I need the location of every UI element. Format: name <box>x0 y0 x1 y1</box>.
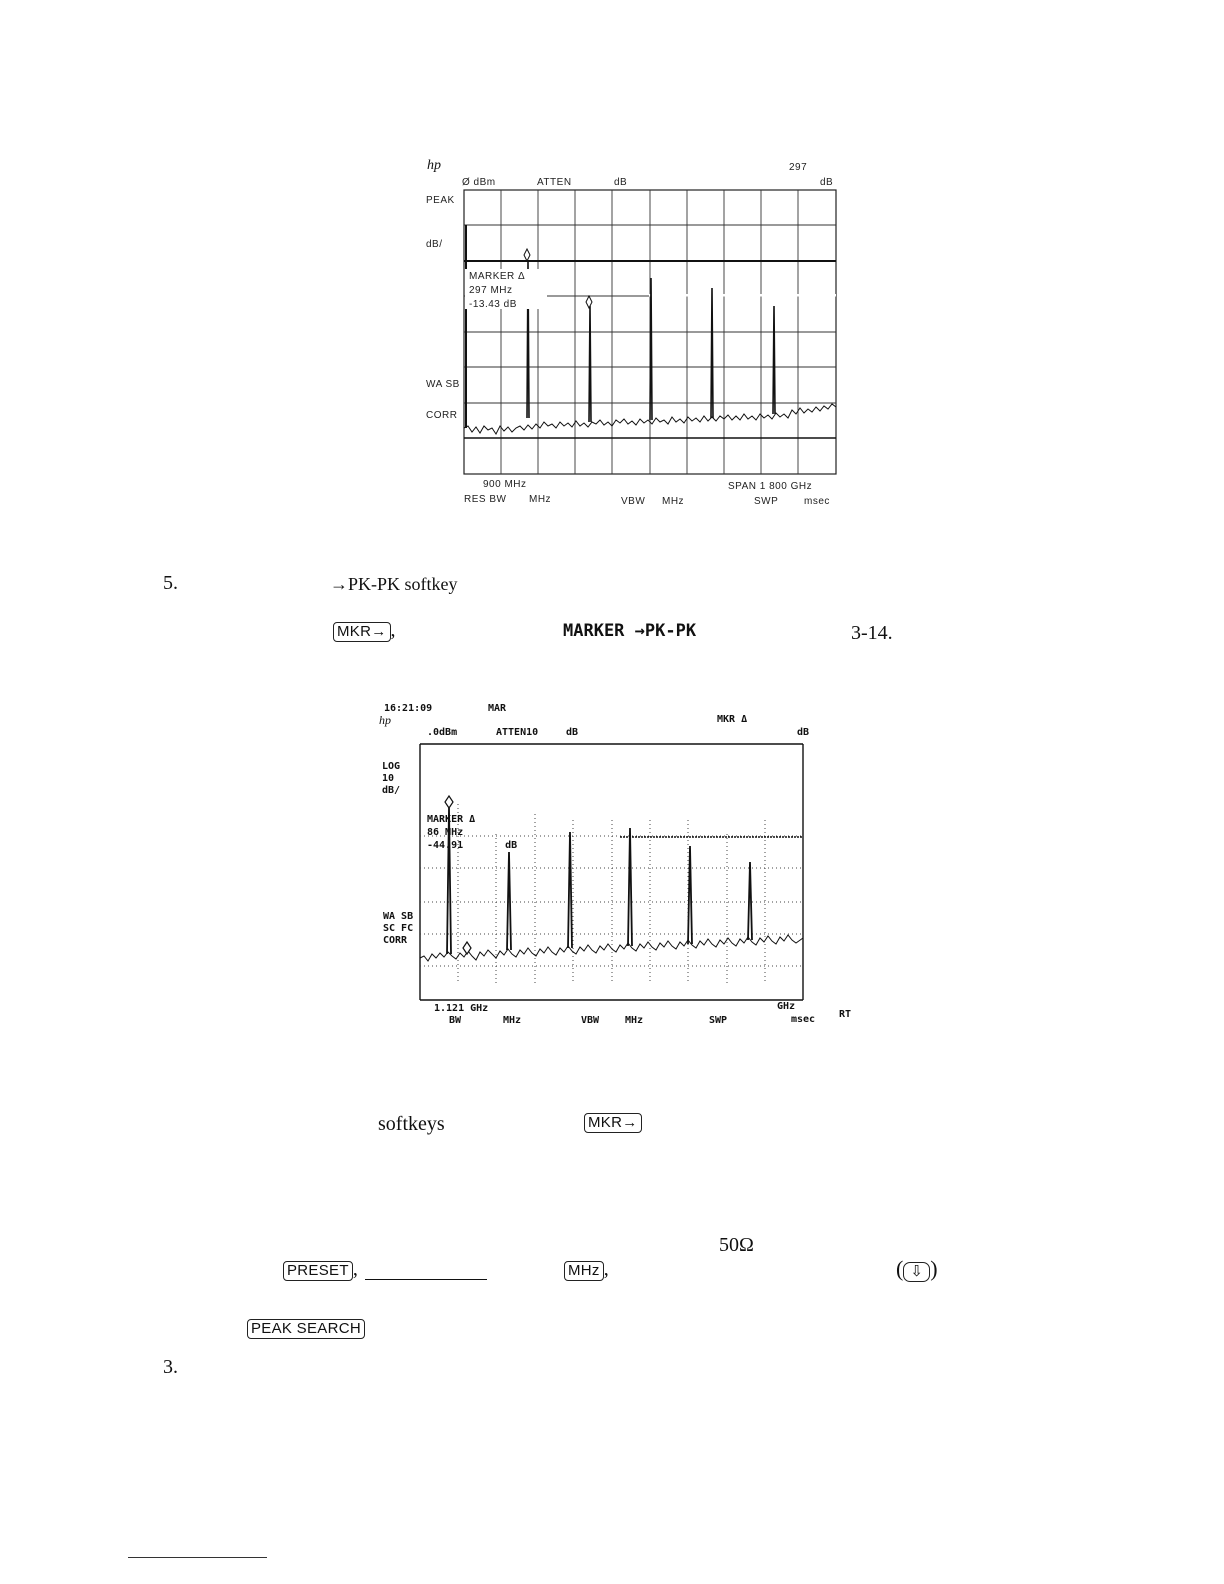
preset-key-wrap <box>283 1258 358 1281</box>
peak-search-key[interactable]: PEAK SEARCH <box>247 1319 365 1339</box>
hp-logo-icon: hp <box>379 713 391 727</box>
atten-label-2: ATTEN10 <box>496 727 539 738</box>
marker-box-title: MARKER Δ <box>469 271 526 282</box>
step-5-instruction-line <box>333 619 396 642</box>
scale-log-label: LOG <box>382 761 401 772</box>
marker-box-freq: 297 MHz <box>469 285 513 296</box>
ref-level-2: .0dBm <box>427 727 458 738</box>
mhz-key-wrap <box>564 1258 609 1281</box>
mar-label: MAR <box>488 703 507 714</box>
marker-box-amp: -13.43 dB <box>469 299 517 310</box>
mkr-arrow-key[interactable]: MKR→ <box>333 622 391 642</box>
vbw-label: VBW <box>621 496 646 507</box>
corr-label: CORR <box>426 410 458 421</box>
res-bw-label: RES BW <box>464 494 507 505</box>
marker-box-amp-unit-2: dB <box>505 840 518 851</box>
marker-readout-unit: dB <box>820 177 834 188</box>
swp-unit: msec <box>804 496 830 507</box>
bw-label-2: BW <box>449 1015 462 1026</box>
marker-pk-pk-softkey[interactable]: MARKER →PK-PK <box>563 621 697 641</box>
preset-key[interactable]: PRESET <box>283 1261 353 1281</box>
peak-search-key-wrap <box>247 1319 365 1339</box>
scale-value-label: 10 <box>382 773 395 784</box>
mkr-delta-unit: dB <box>797 727 810 738</box>
scale-unit-label: dB/ <box>382 785 401 796</box>
rt-label: RT <box>839 1009 852 1020</box>
res-bw-unit: MHz <box>529 494 552 505</box>
scale-labels-2 <box>382 761 400 797</box>
hp-logo-icon: hp <box>427 158 441 173</box>
softkeys-word: softkeys <box>378 1113 445 1135</box>
figure-2-marker-box <box>427 813 517 852</box>
figure-2-graticule <box>420 744 803 1000</box>
marker-readout-value: 297 <box>789 162 808 173</box>
side-labels-2 <box>383 911 413 947</box>
bw-unit-2: MHz <box>503 1015 522 1026</box>
step-3-number: 3. <box>163 1356 178 1378</box>
preset-key-suffix: , <box>352 1258 358 1280</box>
marker-box-freq-2: 86 MHz <box>427 827 464 838</box>
step-5-number: 5. <box>163 572 178 594</box>
ohm-value: 50Ω <box>719 1234 754 1256</box>
footnote-rule <box>128 1557 267 1558</box>
vbw-unit-2: MHz <box>625 1015 644 1026</box>
mhz-key-suffix: , <box>603 1258 609 1280</box>
atten-label: ATTEN <box>537 177 572 188</box>
blank-entry-line <box>365 1279 487 1280</box>
softkeys-key-wrap <box>584 1113 642 1133</box>
scale-label: dB/ <box>426 239 443 250</box>
mkr-delta-label: MKR Δ <box>717 714 748 725</box>
ref-level: Ø dBm <box>462 177 496 188</box>
wa-sb-label: WA SB <box>426 379 460 390</box>
sc-fc-label: SC FC <box>383 923 414 934</box>
down-arrow-key[interactable]: ⇩ <box>903 1262 930 1282</box>
marker-box-title-2: MARKER Δ <box>427 814 476 825</box>
swp-label-2: SWP <box>709 1015 728 1026</box>
swp-label: SWP <box>754 496 779 507</box>
wa-sb-label-2: WA SB <box>383 911 414 922</box>
mkr-key-suffix: , <box>390 619 396 641</box>
figure-reference: 3-14. <box>851 622 893 644</box>
vbw-unit: MHz <box>662 496 685 507</box>
timestamp: 16:21:09 <box>384 703 433 714</box>
mhz-key[interactable]: MHz <box>564 1261 604 1281</box>
figure-1-graticule <box>464 190 836 474</box>
detector-label: PEAK <box>426 195 455 206</box>
figure-1-marker-box <box>469 270 525 312</box>
atten-unit: dB <box>614 177 628 188</box>
spectral-peaks <box>466 225 775 428</box>
mkr-arrow-key-2[interactable]: MKR→ <box>584 1113 642 1133</box>
marker-box-amp-2: -44.91 <box>427 840 464 851</box>
start-freq-2: 1.121 GHz <box>434 1003 489 1014</box>
vbw-label-2: VBW <box>581 1015 600 1026</box>
down-step-key-wrap: ( ⇩ ) <box>896 1256 938 1281</box>
atten-unit-2: dB <box>566 727 579 738</box>
corr-label-2: CORR <box>383 935 408 946</box>
center-freq: 900 MHz <box>483 479 527 490</box>
swp-unit-2: msec <box>791 1014 816 1025</box>
stop-freq-unit-2: GHz <box>777 1001 796 1012</box>
noise-floor-trace-2 <box>420 935 803 961</box>
span-readout: SPAN 1 800 GHz <box>728 481 813 492</box>
step-5-text: →PK-PK softkey <box>330 574 458 594</box>
